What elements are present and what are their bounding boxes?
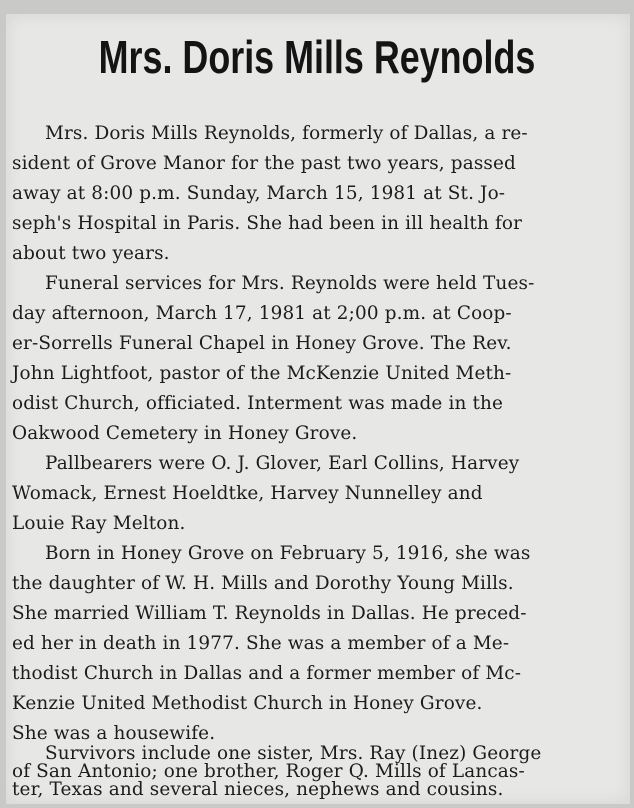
- body-line: Funeral services for Mrs. Reynolds were held Tues-: [45, 273, 535, 294]
- body-line: Womack, Ernest Hoeldtke, Harvey Nunnelley and: [12, 483, 483, 504]
- body-line: ter, Texas and several nieces, nephews and cousins.: [12, 779, 504, 800]
- body-line: about two years.: [12, 243, 170, 264]
- body-line: She married William T. Reynolds in Dallas. He preced-: [12, 603, 527, 624]
- body-line: odist Church, officiated. Interment was made in the: [12, 393, 504, 414]
- body-line: Survivors include one sister, Mrs. Ray (Inez) George: [45, 743, 542, 764]
- body-line: She was a housewife.: [12, 723, 216, 744]
- body-line: er-Sorrells Funeral Chapel in Honey Grove. The Rev.: [12, 333, 512, 354]
- body-line: sident of Grove Manor for the past two years, passed: [12, 153, 516, 174]
- body-line: ed her in death in 1977. She was a member of a Me-: [12, 633, 510, 654]
- body-line: Pallbearers were O. J. Glover, Earl Collins, Harvey: [45, 453, 520, 474]
- body-line: Born in Honey Grove on February 5, 1916, she was: [45, 543, 531, 564]
- body-line: thodist Church in Dallas and a former member of Mc-: [12, 663, 522, 684]
- body-line: the daughter of W. H. Mills and Dorothy Young Mills.: [12, 573, 514, 594]
- body-line: Oakwood Cemetery in Honey Grove.: [12, 423, 358, 444]
- body-line: seph's Hospital in Paris. She had been in ill health for: [12, 213, 523, 234]
- body-line: of San Antonio; one brother, Roger Q. Mills of Lancas-: [12, 761, 525, 782]
- body-line: Louie Ray Melton.: [12, 513, 186, 534]
- body-line: John Lightfoot, pastor of the McKenzie United Meth-: [12, 363, 512, 384]
- body-line: Kenzie United Methodist Church in Honey Grove.: [12, 693, 483, 714]
- body-line: day afternoon, March 17, 1981 at 2;00 p.m. at Coop-: [12, 303, 512, 324]
- obituary-headline: Mrs. Doris Mills Reynolds: [98, 31, 536, 83]
- body-line: away at 8:00 p.m. Sunday, March 15, 1981 at St. Jo-: [12, 183, 506, 204]
- body-line: Mrs. Doris Mills Reynolds, formerly of Dallas, a re-: [45, 123, 528, 144]
